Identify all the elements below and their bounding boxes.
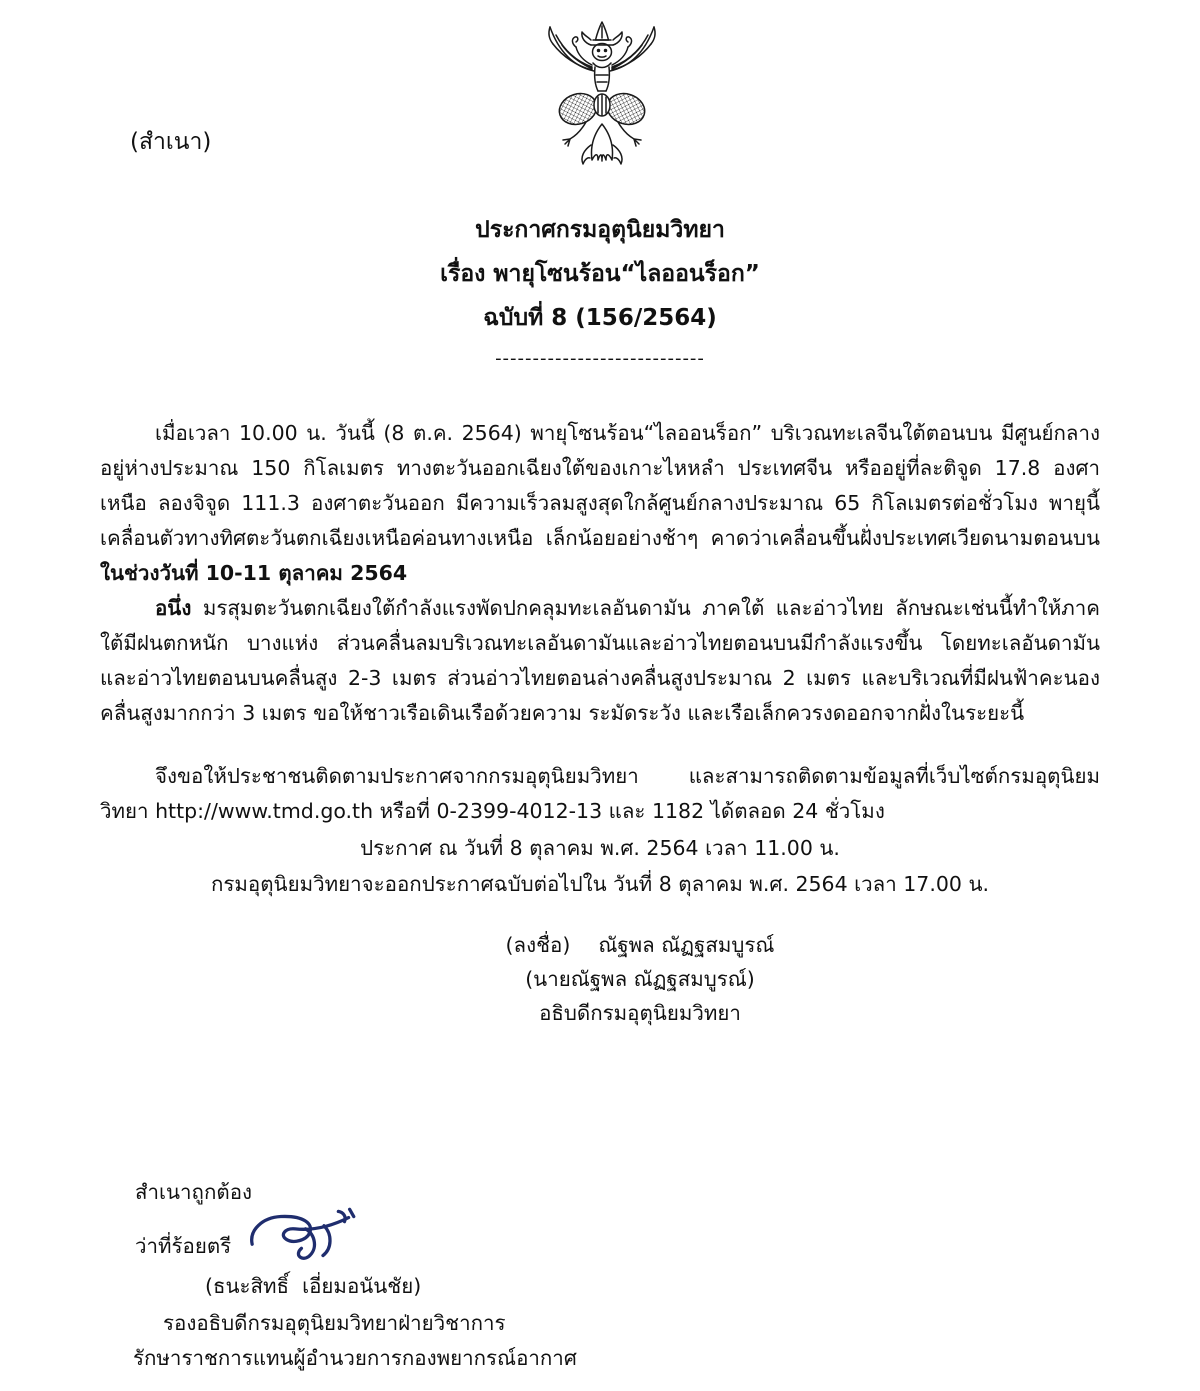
- title-line-announcement: ประกาศกรมอุตุนิยมวิทยา: [475, 217, 725, 243]
- next-announcement-line: กรมอุตุนิยมวิทยาจะออกประกาศฉบับต่อไปใน วันที่ 8 ตุลาคม พ.ศ. 2564 เวลา 17.00 น.: [211, 872, 989, 896]
- handwritten-signature-icon: [246, 1203, 364, 1267]
- signed-line: [430, 928, 850, 962]
- signer-name-parentheses: (นายณัฐพล ณัฏฐสมบูรณ์): [525, 967, 755, 991]
- paragraph-storm-position-text: เมื่อเวลา 10.00 น. วันนี้ (8 ต.ค. 2564) พายุโซนร้อน“ไลออนร็อก” บริเวณทะเลจีนใต้ตอนบน มีศูนย์กลางอยู่ห่างประมาณ 150 กิโลเมตร ทางตะวันออกเฉียงใต้ของเกาะไหหลำ ประเทศจีน หรืออยู่ที่ละติจูด 17.8 องศาเหนือ ลองจิจูด 111.3 องศาตะวันออก มีความเร็วลมสูงสุดใกล้ศูนย์กลางประมาณ 65 กิโลเมตรต่อชั่วโมง พายุนี้เคลื่อนตัวทางทิศตะวันตกเฉียงเหนือค่อนทางเหนือ เล็กน้อยอย่างช้าๆ คาดว่าเคลื่อนขึ้นฝั่งประเทศเวียดนามตอนบน: [100, 421, 1100, 550]
- issued-block: [0, 830, 1200, 902]
- paragraph-follow-updates: จึงขอให้ประชาชนติดตามประกาศจากกรมอุตุนิยมวิทยา และสามารถติดตามข้อมูลที่เว็บไซต์กรมอุตุนิยม วิทยา http://www.tmd.go.th หรือที่ 0-2399-4012-13 และ 1182 ได้ตลอด 24 ชั่วโมง: [100, 764, 1100, 823]
- divider-dashes: ----------------------------: [495, 348, 705, 369]
- signed-label: (ลงชื่อ): [505, 933, 571, 957]
- title-line-issue-number: ฉบับที่ 8 (156/2564): [483, 305, 717, 331]
- issued-date-line: ประกาศ ณ วันที่ 8 ตุลาคม พ.ศ. 2564 เวลา 11.00 น.: [360, 836, 840, 860]
- title-block: [0, 208, 1200, 340]
- paragraph-monsoon-text: มรสุมตะวันตกเฉียงใต้กำลังแรงพัดปกคลุมทะเลอันดามัน ภาคใต้ และอ่าวไทย ลักษณะเช่นนี้ทำให้ภาคใต้มีฝนตกหนัก บางแห่ง ส่วนคลื่นลมบริเวณทะเลอันดามันและอ่าวไทยตอนบนมีกำลังแรงขึ้น โดยทะเลอันดามันและอ่าวไทยตอนบนคลื่นสูง 2-3 เมตร ส่วนอ่าวไทยตอนล่างคลื่นสูงประมาณ 2 เมตร และบริเวณที่มีฝนฟ้าคะนองคลื่นสูงมากกว่า 3 เมตร ขอให้ชาวเรือเดินเรือด้วยความ ระมัดระวัง และเรือเล็กควรงดออกจากฝั่งในระยะนี้: [100, 596, 1100, 725]
- signer-name: ณัฐพล ณัฏฐสมบูรณ์: [598, 933, 775, 957]
- body-text: [100, 416, 1100, 829]
- paragraph-monsoon: [100, 591, 1100, 731]
- certifier-position-line2: รักษาราชการแทนผู้อำนวยการกองพยากรณ์อากาศ: [133, 1346, 577, 1370]
- signer-position: อธิบดีกรมอุตุนิยมวิทยา: [539, 1001, 741, 1025]
- certifier-rank: ว่าที่ร้อยตรี: [135, 1234, 232, 1258]
- paragraph-monsoon-lead: อนึ่ง: [155, 596, 192, 620]
- paragraph-storm-position-bold-dates: ในช่วงวันที่ 10-11 ตุลาคม 2564: [100, 561, 408, 585]
- title-line-subject: เรื่อง พายุโซนร้อน“ไลออนร็อก”: [440, 261, 760, 287]
- certifier-position-line1: รองอธิบดีกรมอุตุนิยมวิทยาฝ่ายวิชาการ: [163, 1311, 506, 1335]
- garuda-emblem-icon: [532, 18, 672, 170]
- paragraph-storm-position: [100, 416, 1100, 591]
- copy-label: (สำเนา): [130, 129, 212, 155]
- correct-copy-label: สำเนาถูกต้อง: [135, 1180, 253, 1204]
- certifier-name-parentheses: (ธนะสิทธิ์ เอี่ยมอนันชัย): [205, 1274, 422, 1298]
- signature-block: [430, 928, 850, 1030]
